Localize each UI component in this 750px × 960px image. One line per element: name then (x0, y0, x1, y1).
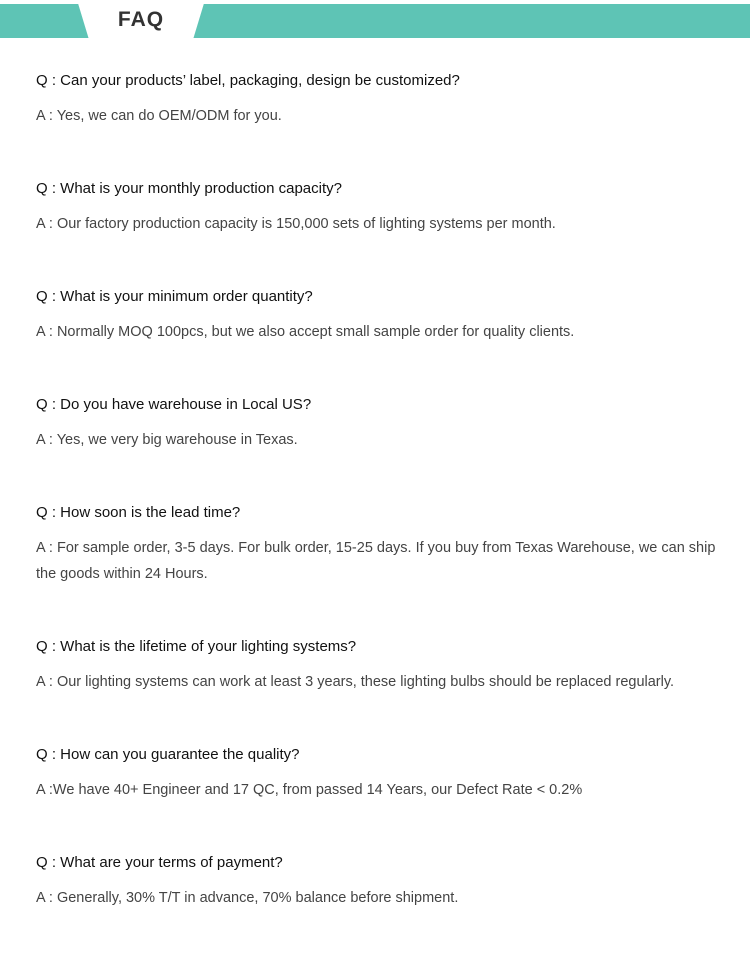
faq-question: Q : Can your products’ label, packaging, design be customized? (36, 72, 460, 89)
faq-item (36, 502, 726, 587)
faq-question: Q : How can you guarantee the quality? (36, 746, 300, 763)
faq-answer: A : Normally MOQ 100pcs, but we also accept small sample order for quality clients. (36, 324, 575, 340)
faq-question: Q : What is your monthly production capacity? (36, 180, 342, 197)
faq-item (36, 636, 726, 695)
faq-question: Q : What is the lifetime of your lighting systems? (36, 638, 357, 655)
faq-question: Q : What is your minimum order quantity? (36, 288, 313, 305)
faq-answer: A : Generally, 30% T/T in advance, 70% balance before shipment. (36, 890, 459, 906)
faq-header (0, 0, 750, 40)
faq-item (36, 178, 726, 237)
faq-answer: A : Yes, we very big warehouse in Texas. (36, 432, 298, 448)
faq-item (36, 70, 726, 129)
faq-question: Q : What are your terms of payment? (36, 854, 283, 871)
faq-answer: A : For sample order, 3-5 days. For bulk order, 15-25 days. If you buy from Texas Warehouse, we can ship the goods within 24 Hours. (36, 540, 716, 582)
faq-answer: A : Our lighting systems can work at least 3 years, these lighting bulbs should be replaced regularly. (36, 674, 675, 690)
faq-title: FAQ (117, 8, 165, 31)
faq-item (36, 394, 726, 453)
faq-answer: A : Our factory production capacity is 150,000 sets of lighting systems per month. (36, 216, 556, 232)
faq-question: Q : How soon is the lead time? (36, 504, 241, 521)
faq-answer: A :We have 40+ Engineer and 17 QC, from passed 14 Years, our Defect Rate < 0.2% (36, 782, 583, 798)
faq-item (36, 744, 726, 803)
faq-item (36, 286, 726, 345)
faq-answer: A : Yes, we can do OEM/ODM for you. (36, 108, 282, 124)
faq-question: Q : Do you have warehouse in Local US? (36, 396, 312, 413)
faq-item (36, 852, 726, 911)
faq-list (36, 70, 726, 960)
